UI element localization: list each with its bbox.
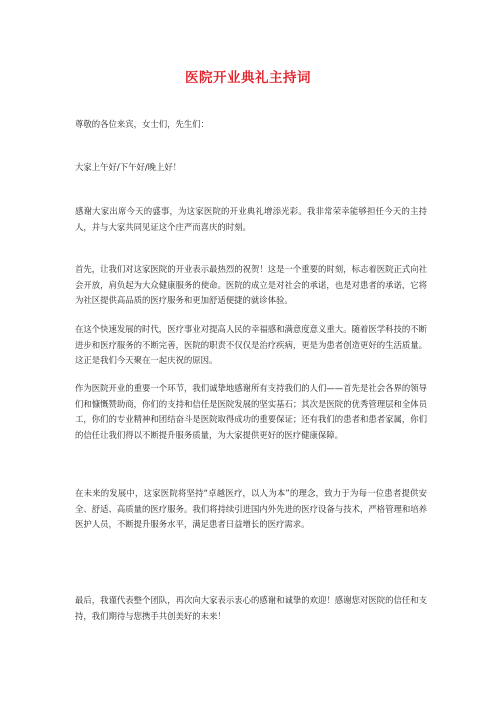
paragraph-congratulations: 首先，让我们对这家医院的开业表示最热烈的祝贺！这是一个重要的时刻，标志着医院正式向社会开放，肩负起为大众健康服务的使命。医院的成立是对社会的承诺，也是对患者的承诺，它将为社区提供高品质的医疗服务和更加舒适便捷的就诊体验。	[75, 264, 427, 305]
paragraph-closing: 最后，我谨代表整个团队，再次向大家表示衷心的感谢和诚挚的欢迎！感谢您对医院的信任和支持，我们期待与您携手共创美好的未来！	[75, 595, 427, 621]
paragraph-gratitude: 作为医院开业的重要一个环节，我们诚挚地感谢所有支持我们的人们——首先是社会各界的领导们和慷慨赞助商，你们的支持和信任是医院发展的坚实基石；其次是医院的优秀管理层和全体员工，你们的专业精神和团结奋斗是医院取得成功的重要保证；还有我们的患者和患者家属，你们的信任让我们得以不断提升服务质量，为大家提供更好的医疗健康保障。	[75, 383, 427, 440]
document-title: 医院开业典礼主持词	[185, 70, 311, 86]
paragraph-salutation: 尊敬的各位来宾，女士们，先生们：	[75, 119, 209, 129]
paragraph-era: 在这个快速发展的时代，医疗事业对提高人民的幸福感和满意度意义重大。随着医学科技的不断进步和医疗服务的不断完善，医院的职责不仅仅是治疗疾病，更是为患者创造更好的生活质量。这正是我们今天聚在一起庆祝的原因。	[75, 324, 427, 365]
paragraph-thanks: 感谢大家出席今天的盛事，为这家医院的开业典礼增添光彩。我非常荣幸能够担任今天的主持人，并与大家共同见证这个庄严而喜庆的时刻。	[75, 206, 427, 232]
paragraph-greeting: 大家上午好/下午好/晚上好！	[75, 162, 182, 172]
paragraph-future: 在未来的发展中，这家医院将坚持“卓越医疗，以人为本”的理念，致力于为每一位患者提供安全、舒适、高质量的医疗服务。我们将持续引进国内外先进的医疗设备与技术，严格管理和培养医护人员，不断提升服务水平，满足患者日益增长的医疗需求。	[75, 488, 427, 529]
